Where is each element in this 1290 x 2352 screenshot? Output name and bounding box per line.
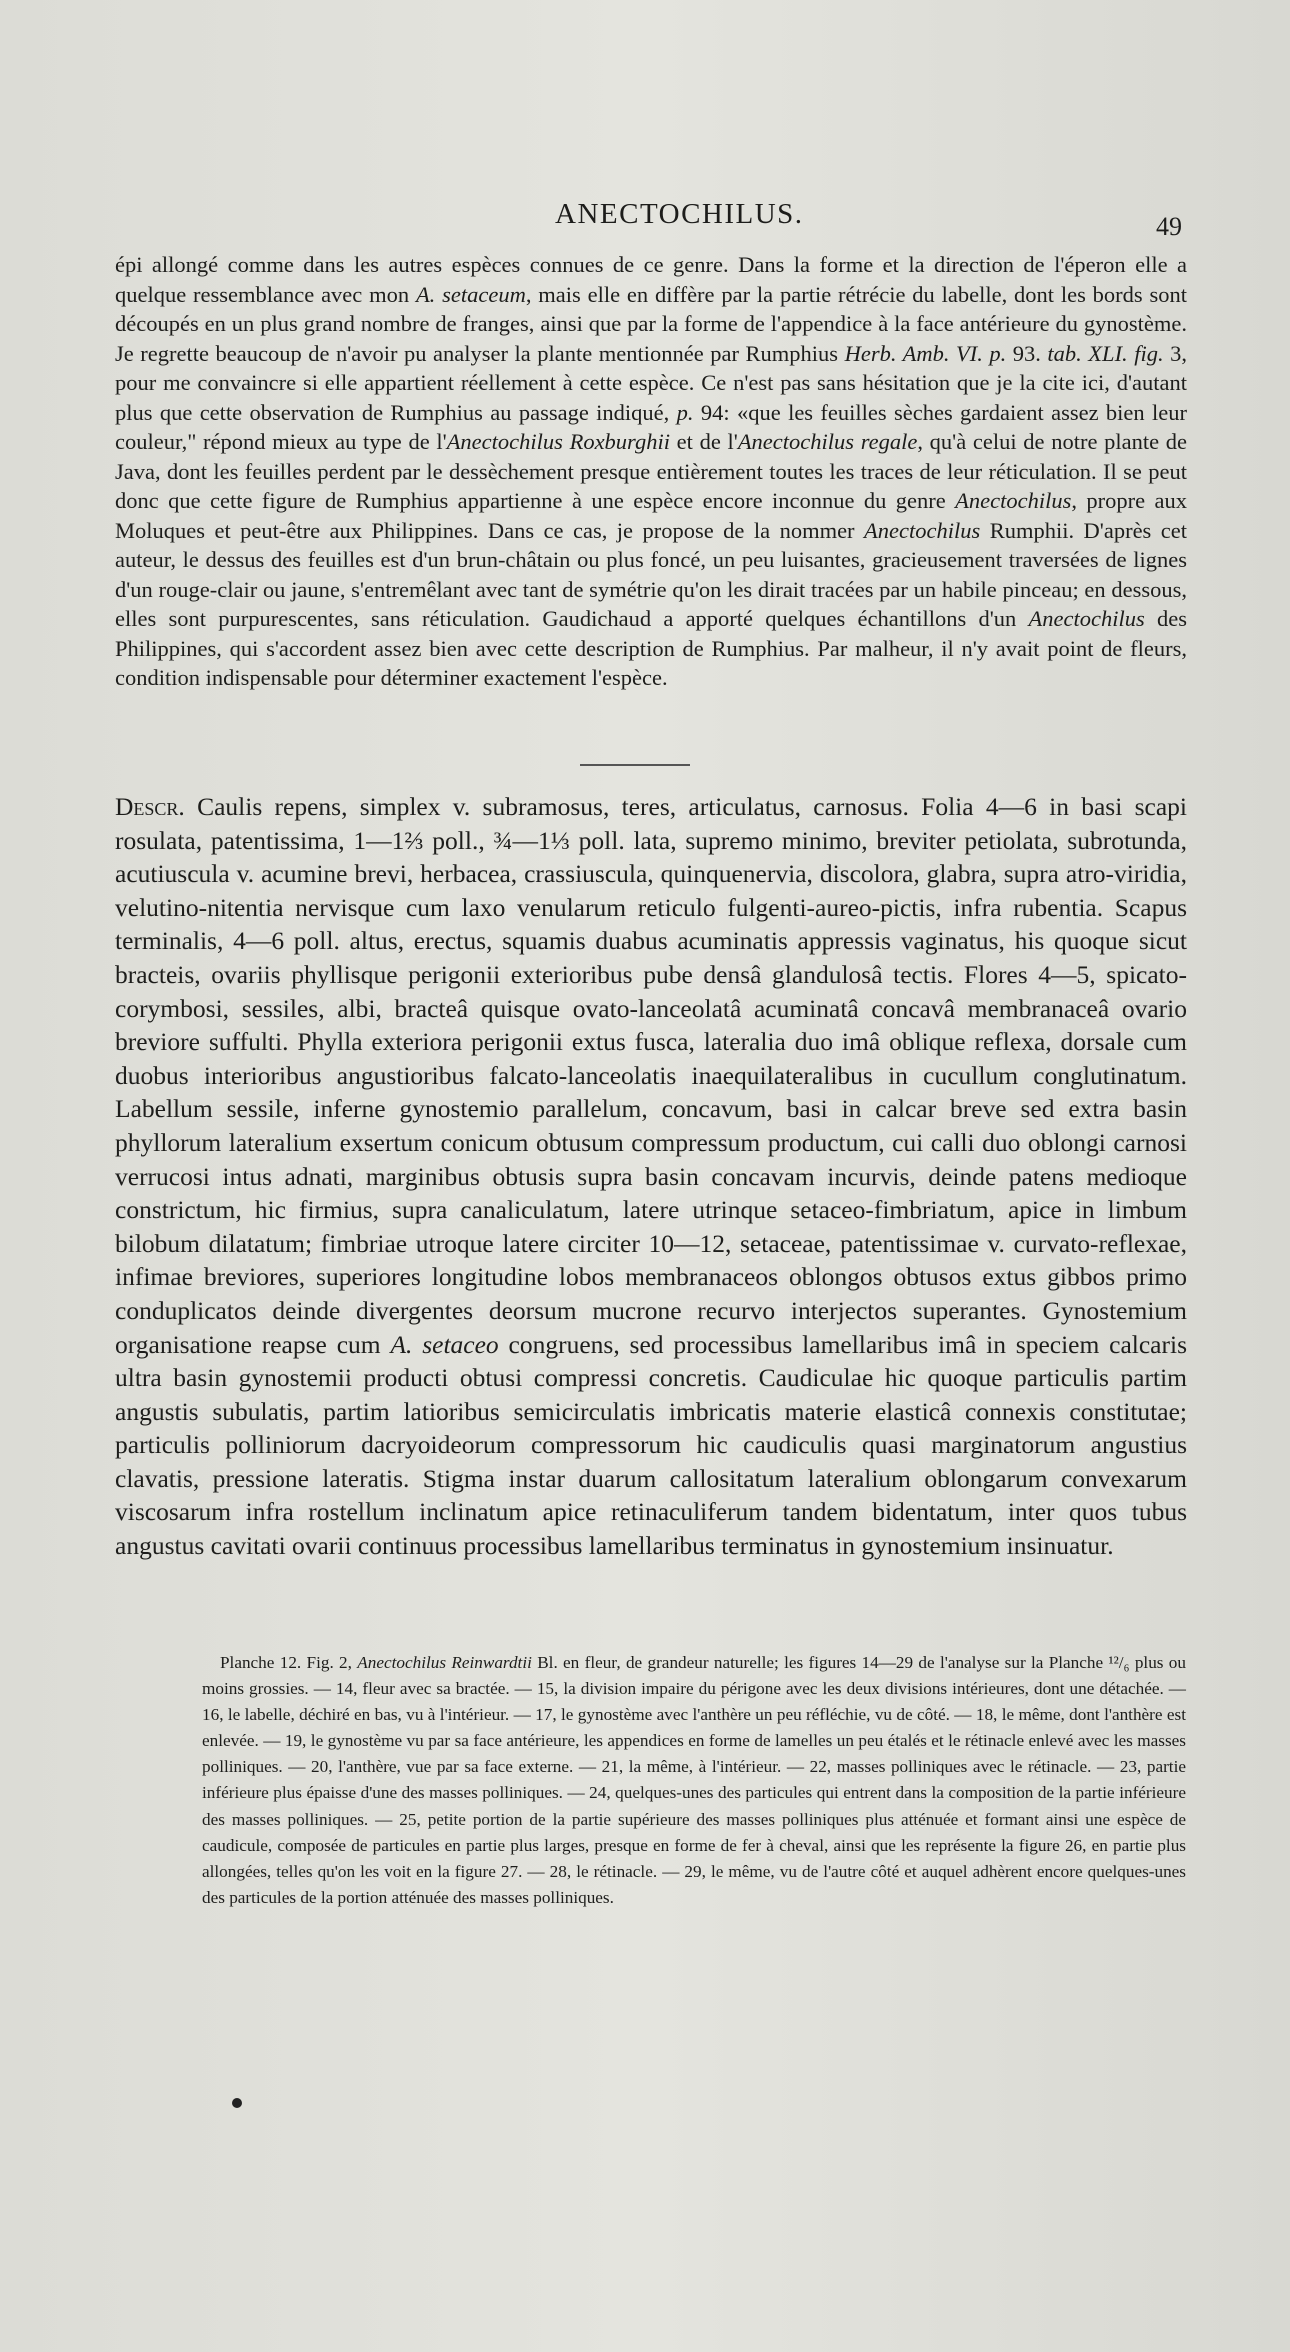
page-number: 49 (1156, 212, 1182, 241)
description-text: congruens, sed processibus lamellaribus imâ in speciem calcaris ultra basin gynostemii producti obtusi compressi concretis. Caudiculae hic quoque particulis partim angustis subulatis, partim latioribus semicirculatis imbricatis materie elasticâ connexis constitutae; particulis polliniorum dacryoideorum compressorum hic caudiculis quasi marginatorum angustius clavatis, pressione lateratis. Stigma instar duarum callositatum lateralium oblongarum convexarum viscosarum infra rostellum inclinatum apice retinaculiferum tandem bidentatum, inter quos tubus angustus cavitati ovarii continuus processibus lamellaribus terminatus in gynostemium insinuatur. (115, 1329, 1188, 1561)
intro-paragraph (115, 250, 1187, 693)
intro-text: et de l' (669, 429, 738, 454)
description-text: Caulis repens, simplex v. subramosus, teres, articulatus, carnosus. Folia 4—6 in basi scapi rosulata, patentissima, 1—1⅔ poll., ¾—1⅓ poll. lata, supremo minimo, breviter petiolata, subrotunda, acutiuscula v. acumine brevi, herbacea, crassiuscula, quinquenervia, discolora, glabra, supra atro-viridia, velutino-nitentia nervisque cum laxo venularum reticulo fulgenti-aureo-pictis, infra rubentia. Scapus terminalis, 4—6 poll. altus, erectus, squamis duabus acuminatis appressis vaginatus, his quoque sicut bracteis, ovariis phyllisque perigonii exterioribus pube densâ glandulosâ tectis. Flores 4—5, spicato-corymbosi, sessiles, albi, bracteâ quisque ovato-lanceolatâ acuminatâ concavâ membranaceâ ovario breviore suffulti. Phylla exteriora perigonii extus fusca, lateralia duo imâ oblique reflexa, dorsale cum duobus interioribus angustioribus falcato-lanceolatis inaequilateralibus in cucullum conglutinatum. Labellum sessile, inferne gynostemio parallelum, concavum, basi in calcar breve sed extra basin phyllorum lateralium exsertum conicum obtusum compressum productum, cui calli duo oblongi carnosi verrucosi intus adnati, marginibus obtusis supra basin concavam incurvis, deinde patens medioque constrictum, hic firmius, supra canaliculatum, latere utrinque setaceo-fimbriatum, apice in limbum bilobum dilatatum; fimbriae utroque latere circiter 10—12, setaceae, patentissimae v. curvato-reflexae, infimae breviores, superiores longitudine lobos membranaceos oblongos obtusos extus gibbos primo conduplicatos deinde divergentes deorsum mucrone recurvo interjectos superantes. Gynostemium organisatione reapse cum (115, 792, 1187, 1359)
caption-text: Planche 12. Fig. 2, (220, 1653, 358, 1672)
intro-text: des Philippines, qui s'accordent assez bien avec cette description de Rumphius. Par malheur, il n'y avait point de fleurs, condition indispensable pour déterminer exactement l'espèce. (115, 606, 1187, 690)
running-title: ANECTOCHILUS. (555, 198, 804, 230)
citation: Herb. Amb. VI. p. (844, 340, 1007, 366)
intro-text: 93. (1006, 340, 1048, 366)
taxon-name: Anectochilus (955, 488, 1072, 513)
intro-text: 94: «que les feuilles sèches gardaient assez bien leur couleur," répond mieux au type de l' (115, 399, 1187, 454)
taxon-name: Anectochilus regale (737, 429, 918, 454)
section-divider (580, 764, 690, 766)
ink-speck (232, 2098, 242, 2108)
taxon-name: A. setaceum (415, 281, 526, 307)
intro-text: , mais elle en diffère par la partie rétrécie du labelle, dont les bords sont découpés en un plus grand nombre de franges, ainsi que par la forme de l'appendice à la face antérieure du gynostème. Je regrette beaucoup de n'avoir pu analyser la plante mentionnée par Rumphius (115, 281, 1187, 366)
taxon-name: Anectochilus (864, 517, 981, 543)
taxon-name: Anectochilus Reinwardtii (357, 1653, 532, 1672)
intro-text: 3, pour me convaincre si elle appartient réellement à cette espèce. Ce n'est pas sans hésitation que je la cite ici, d'autant plus que cette observation de Rumphius au passage indiqué, (115, 340, 1187, 425)
taxon-name: Anectochilus Roxburghii (446, 429, 670, 454)
taxon-name: A. setaceo (390, 1329, 499, 1359)
taxon-name: Anectochilus (1028, 606, 1145, 631)
plate-caption (202, 1650, 1186, 1911)
latin-description (115, 790, 1187, 1563)
intro-text: Rumphii. D'après cet auteur, le dessus des feuilles est d'un brun-châtain ou plus foncé, un peu luisantes, gracieusement traversées de lignes d'un rouge-clair ou jaune, s'entremêlant avec tant de symétrie qu'on les dirait tracées par un habile pinceau; en dessous, elles sont purpurescentes, sans réticulation. Gaudichaud a apporté quelques échantillons d'un (115, 517, 1187, 631)
citation: tab. XLI. fig. (1047, 340, 1164, 366)
description-label: Descr. (115, 792, 185, 821)
caption-text: Bl. en fleur, de grandeur naturelle; les figures 14—29 de l'analyse sur la Planche ¹²/₆ plus ou moins grossies. — 14, fleur avec sa bractée. — 15, la division impaire du périgone avec les deux divisions intérieures, dont une détachée. — 16, le labelle, déchiré en bas, vu à l'intérieur. — 17, le gynostème avec l'anthère un peu réfléchie, vu de côté. — 18, le même, dont l'anthère est enlevée. — 19, le gynostème vu par sa face antérieure, les appendices en forme de lamelles un peu étalés et le rétinacle enlevé avec les masses polliniques. — 20, l'anthère, vue par sa face externe. — 21, la même, à l'intérieur. — 22, masses polliniques avec le rétinacle. — 23, partie inférieure plus épaisse d'une des masses polliniques. — 24, quelques-unes des particules qui entrent dans la composition de la partie inférieure des masses polliniques. — 25, petite portion de la partie supérieure des masses polliniques plus atténuée et formant ainsi une espèce de caudicule, composée de particules en partie plus larges, presque en forme de fer à cheval, ainsi que les représente la figure 26, en partie plus allongées, telles qu'on les voit en la figure 27. — 28, le rétinacle. — 29, le même, vu de l'autre côté et auquel adhèrent encore quelques-unes des particules de la portion atténuée des masses polliniques. (202, 1653, 1186, 1907)
citation: p. (676, 399, 694, 425)
intro-text: , propre aux Moluques et peut-être aux Philippines. Dans ce cas, je propose de la nommer (115, 488, 1187, 543)
page-header (0, 198, 1290, 241)
intro-text: , qu'à celui de notre plante de Java, dont les feuilles perdent par le dessèchement presque entièrement toutes les traces de leur réticulation. Il se peut donc que cette figure de Rumphius appartienne à une espèce encore inconnue du genre (115, 429, 1187, 513)
intro-text: épi allongé comme dans les autres espèces connues de ce genre. Dans la forme et la direction de l'éperon elle a quelque ressemblance avec mon (115, 252, 1187, 307)
